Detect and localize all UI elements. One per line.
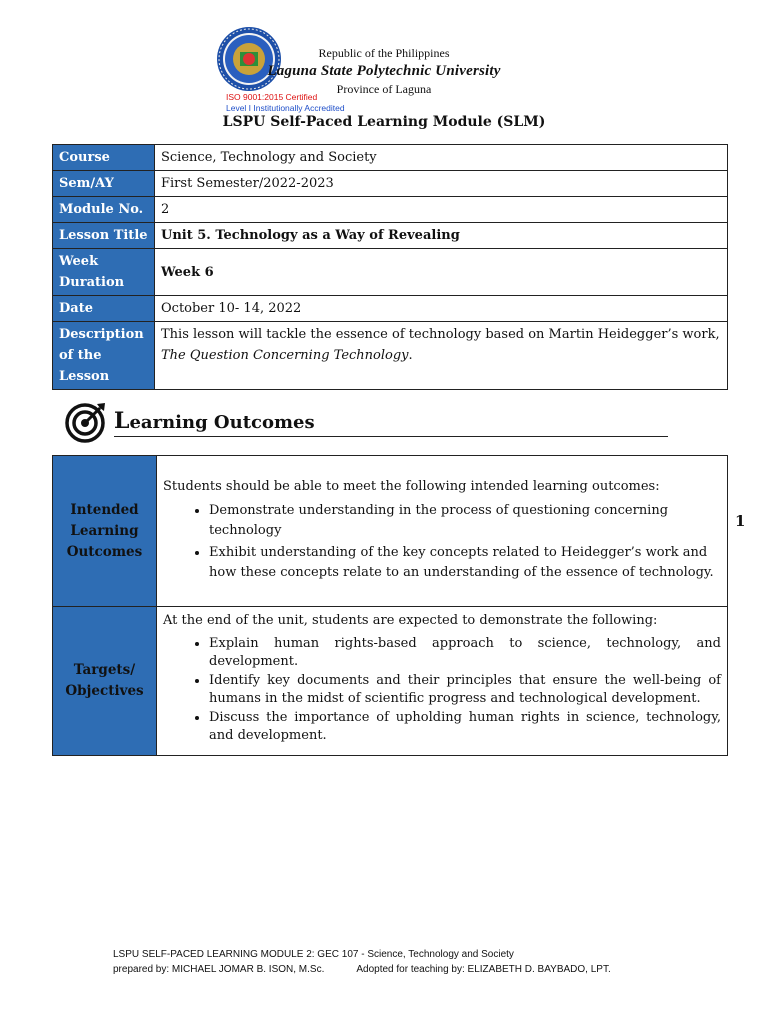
learning-outcomes-title [114, 408, 315, 434]
intended-list [163, 501, 721, 583]
intended-outcomes-body [157, 456, 728, 607]
description-book-title: The Question Concerning Technology [161, 348, 409, 363]
republic-text: Republic of the Philippines [318, 46, 450, 60]
module-value: 2 [155, 197, 728, 223]
targets-body [157, 607, 728, 756]
semay-label: Sem/AY [53, 171, 155, 197]
list-item: • Explain human rights-based approach to science, technology, and development. [209, 635, 721, 671]
title-underline [114, 436, 668, 437]
lesson-row [53, 223, 728, 249]
university-name: Laguna State Polytechnic University [267, 63, 501, 79]
targets-intro: At the end of the unit, students are expected to demonstrate the following: [163, 613, 658, 628]
week-label: Week Duration [53, 249, 155, 296]
description-row [53, 322, 728, 390]
footer-adopted-by: Adopted for teaching by: ELIZABETH D. BAYBADO, LPT. [356, 964, 611, 975]
learning-outcomes-title-rest: earning Outcomes [129, 412, 315, 433]
description-value [155, 322, 728, 390]
accreditation-text: Level I Institutionally Accredited [226, 103, 345, 113]
targets-label: Targets/ Objectives [53, 607, 157, 756]
list-item: • Identify key documents and their principles that ensure the well-being of humans in the midst of scientific progress and technological development. [209, 672, 721, 708]
target-icon [64, 400, 108, 444]
week-value: Week 6 [155, 249, 728, 296]
intended-outcomes-row [53, 456, 728, 607]
course-label: Course [53, 145, 155, 171]
iso-certification: ISO 9001:2015 Certified [226, 92, 318, 102]
description-end: . [408, 348, 413, 363]
date-value: October 10- 14, 2022 [155, 296, 728, 322]
date-row [53, 296, 728, 322]
date-label: Date [53, 296, 155, 322]
module-title: LSPU Self-Paced Learning Module (SLM) [222, 114, 546, 130]
page-number: 1 [735, 512, 746, 530]
intended-outcomes-label: Intended Learning Outcomes [53, 456, 157, 607]
outcomes-table [52, 455, 728, 756]
list-item: • Exhibit understanding of the key concepts related to Heidegger’s work and how these concepts relate to an understanding of the essence of technology. [209, 543, 721, 583]
footer-prepared-by: prepared by: MICHAEL JOMAR B. ISON, M.Sc. [113, 964, 325, 975]
lesson-label: Lesson Title [53, 223, 155, 249]
targets-row [53, 607, 728, 756]
list-item: • Demonstrate understanding in the process of questioning concerning technology [209, 501, 721, 541]
module-label: Module No. [53, 197, 155, 223]
week-row [53, 249, 728, 296]
list-item: • Discuss the importance of upholding human rights in science, technology, and development. [209, 709, 721, 745]
targets-list [163, 635, 721, 745]
footer-module-line: LSPU SELF-PACED LEARNING MODULE 2: GEC 107 - Science, Technology and Society [113, 949, 514, 960]
description-text: This lesson will tackle the essence of technology based on Martin Heidegger’s work, [161, 327, 720, 342]
learning-outcomes-title-initial: L [114, 408, 130, 434]
semay-row [53, 171, 728, 197]
course-value: Science, Technology and Society [155, 145, 728, 171]
description-label: Description of the Lesson [53, 322, 155, 390]
lesson-value: Unit 5. Technology as a Way of Revealing [155, 223, 728, 249]
course-info-table [52, 144, 728, 390]
semay-value: First Semester/2022-2023 [155, 171, 728, 197]
intended-intro: Students should be able to meet the following intended learning outcomes: [163, 479, 660, 494]
module-row [53, 197, 728, 223]
footer-credits [113, 964, 611, 975]
province-text: Province of Laguna [336, 82, 432, 96]
course-row [53, 145, 728, 171]
